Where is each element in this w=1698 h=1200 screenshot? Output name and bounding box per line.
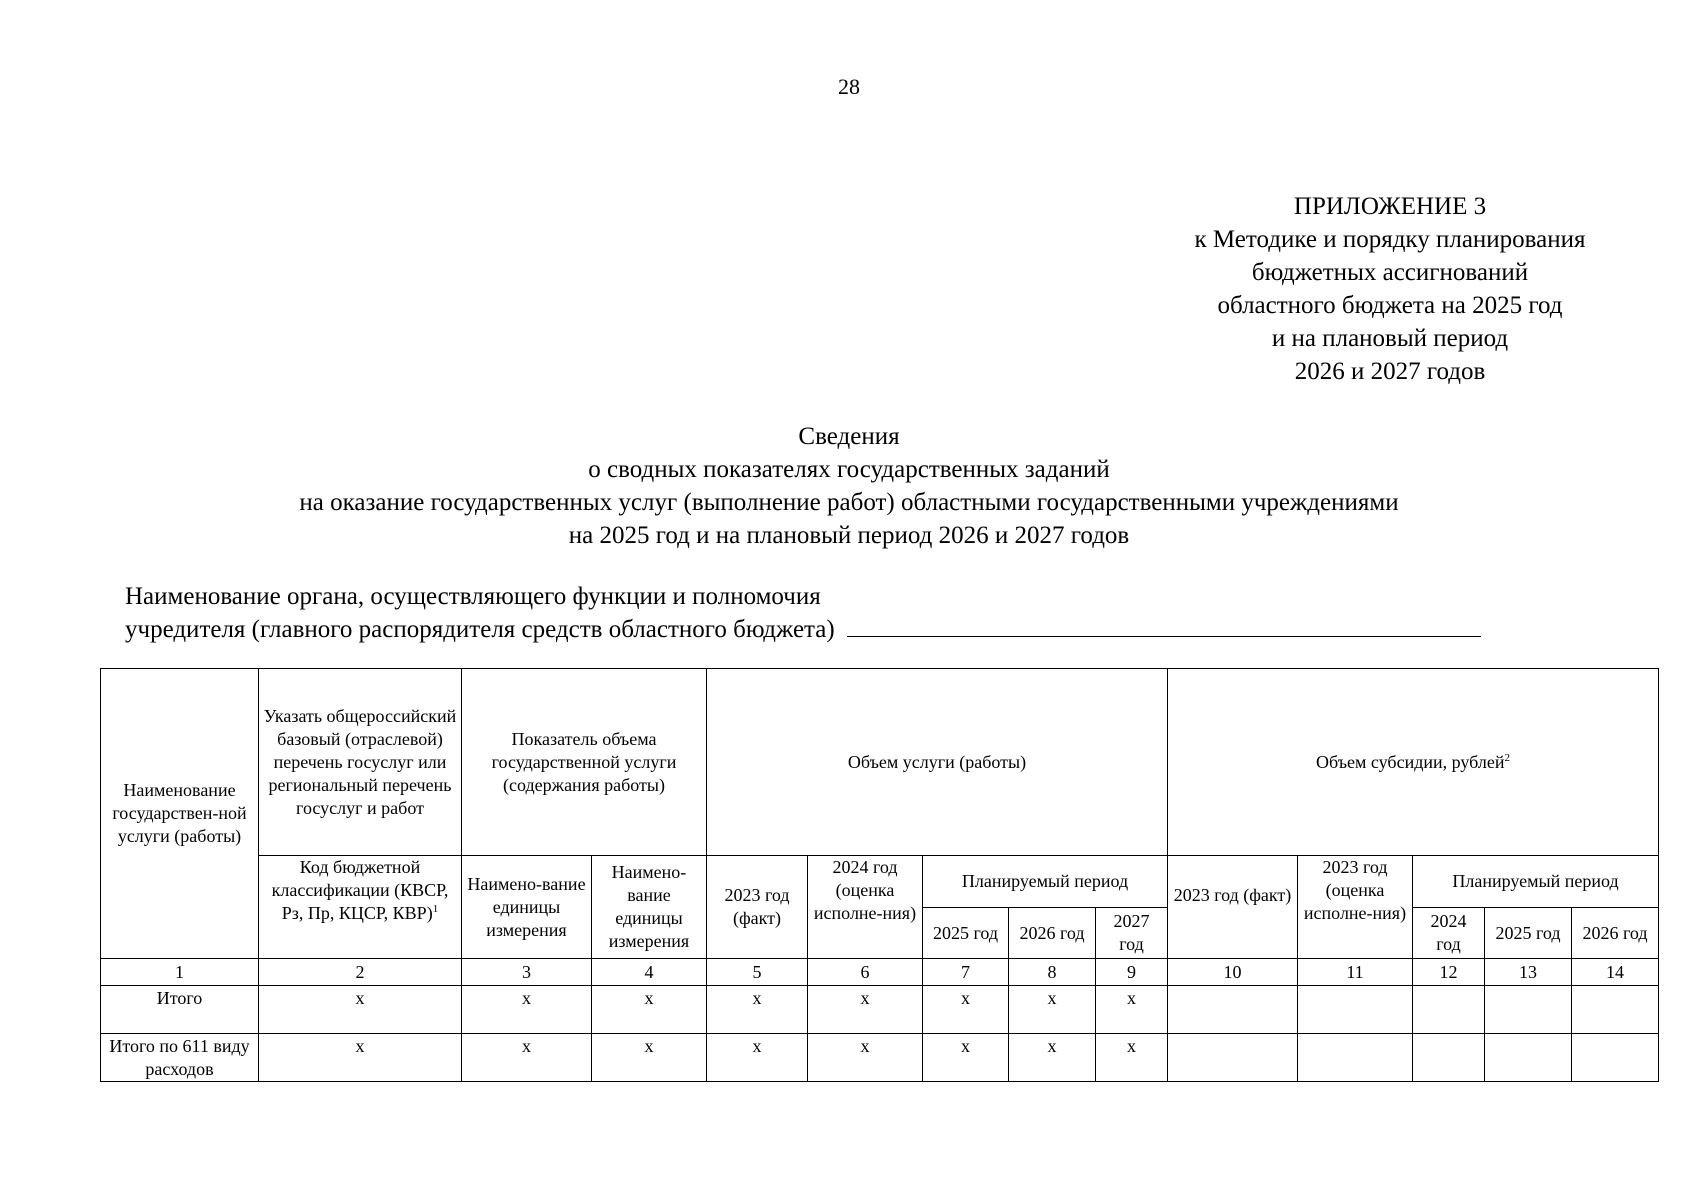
table-cell: х (259, 1034, 462, 1082)
table-cell: х (462, 986, 592, 1034)
column-number: 9 (1096, 959, 1168, 986)
appendix-line: и на плановый период (1271, 325, 1509, 352)
appendix-line: областного бюджета на 2025 год (1217, 292, 1563, 319)
footnote-marker: 2 (1504, 751, 1510, 764)
column-number: 7 (923, 959, 1009, 986)
page-number: 28 (838, 74, 860, 99)
header-subsidy-year: 2025 год (1485, 908, 1572, 959)
header-basic-list: Указать общероссийский базовый (отраслевой) перечень госуслуг или региональный перечень госуслуг и работ (259, 669, 462, 856)
founder-label-text: учредителя (главного распорядителя средств областного бюджета) (125, 616, 835, 643)
table-cell-input[interactable] (1572, 1034, 1659, 1082)
table-cell: х (592, 986, 707, 1034)
header-subsidy-planned: Планируемый период (1413, 856, 1659, 908)
title-line: Сведения (798, 423, 900, 450)
table-cell: х (923, 1034, 1009, 1082)
header-subsidy-year: 2024 год (1413, 908, 1485, 959)
title-line: на оказание государственных услуг (выполнение работ) областными государственными учреждениями (299, 489, 1399, 516)
table-cell: х (462, 1034, 592, 1082)
header-volume-year: 2027 год (1096, 908, 1168, 959)
appendix-line: 2026 и 2027 годов (1294, 358, 1486, 385)
column-number: 4 (592, 959, 707, 986)
table-row-total (101, 986, 1659, 1034)
summary-table-container (100, 668, 1659, 1082)
column-number: 6 (808, 959, 923, 986)
table-cell: х (259, 986, 462, 1034)
header-volume-2024: 2024 год (оценка исполне-ния) (808, 856, 923, 959)
header-volume-2023: 2023 год (факт) (707, 856, 808, 959)
appendix-line: ПРИЛОЖЕНИЕ 3 (1293, 193, 1487, 220)
document-title (0, 420, 1698, 552)
table-cell-input[interactable] (1413, 1034, 1485, 1082)
header-subsidy-2023: 2023 год (факт) (1168, 856, 1298, 959)
founder-label-line-2 (125, 613, 1481, 646)
table-cell: х (1009, 1034, 1096, 1082)
header-subsidy-2024-estimate: 2023 год (оценка исполне-ния) (1298, 856, 1413, 959)
table-cell: х (1096, 1034, 1168, 1082)
table-cell: х (808, 1034, 923, 1082)
header-subsidy-volume-text: Объем субсидии, рублей (1316, 751, 1505, 772)
table-cell-input[interactable] (1298, 1034, 1413, 1082)
header-volume-planned: Планируемый период (923, 856, 1168, 908)
table-cell: х (707, 1034, 808, 1082)
founder-field (125, 580, 1481, 646)
table-cell: х (707, 986, 808, 1034)
header-subsidy-year: 2026 год (1572, 908, 1659, 959)
table-cell: х (923, 986, 1009, 1034)
table-cell: х (808, 986, 923, 1034)
founder-fill-line[interactable] (847, 614, 1481, 637)
title-line: о сводных показателях государственных заданий (588, 456, 1110, 483)
column-number: 1 (101, 959, 259, 986)
table-cell-input[interactable] (1168, 1034, 1298, 1082)
table-cell-input[interactable] (1572, 986, 1659, 1034)
header-volume-year: 2026 год (1009, 908, 1096, 959)
appendix-line: бюджетных ассигнований (1251, 259, 1529, 286)
column-number: 5 (707, 959, 808, 986)
column-number: 12 (1413, 959, 1485, 986)
founder-label-line-1: Наименование органа, осуществляющего функции и полномочия (125, 583, 821, 610)
table-cell: х (1096, 986, 1168, 1034)
appendix-block (1150, 190, 1630, 388)
row-label: Итого (101, 986, 259, 1034)
table-cell-input[interactable] (1485, 1034, 1572, 1082)
header-unit-name: Наимено-вание единицы измерения (592, 856, 707, 959)
column-number: 13 (1485, 959, 1572, 986)
row-label: Итого по 611 виду расходов (101, 1034, 259, 1082)
column-number: 2 (259, 959, 462, 986)
table-cell-input[interactable] (1298, 986, 1413, 1034)
column-number: 3 (462, 959, 592, 986)
table-cell-input[interactable] (1485, 986, 1572, 1034)
summary-table (100, 668, 1659, 1082)
header-budget-code (259, 856, 462, 959)
table-cell-input[interactable] (1168, 986, 1298, 1034)
column-number-row (101, 959, 1659, 986)
header-unit-name: Наимено-вание единицы измерения (462, 856, 592, 959)
header-subsidy-volume (1168, 669, 1659, 856)
table-row-total-611 (101, 1034, 1659, 1082)
column-number: 8 (1009, 959, 1096, 986)
table-cell-input[interactable] (1413, 986, 1485, 1034)
column-number: 14 (1572, 959, 1659, 986)
header-service-name: Наименование государствен-ной услуги (работы) (101, 669, 259, 959)
column-number: 10 (1168, 959, 1298, 986)
header-budget-code-text: Код бюджетной классификации (КВСР, Рз, Пр, КЦСР, КВР) (271, 857, 449, 923)
header-volume-indicator: Показатель объема государственной услуги (содержания работы) (462, 669, 707, 856)
appendix-line: к Методике и порядку планирования (1194, 226, 1586, 253)
title-line: на 2025 год и на плановый период 2026 и 2027 годов (568, 522, 1130, 549)
table-cell: х (1009, 986, 1096, 1034)
footnote-marker: 1 (432, 903, 439, 915)
column-number: 11 (1298, 959, 1413, 986)
table-cell: х (592, 1034, 707, 1082)
header-volume-year: 2025 год (923, 908, 1009, 959)
header-service-volume: Объем услуги (работы) (707, 669, 1168, 856)
